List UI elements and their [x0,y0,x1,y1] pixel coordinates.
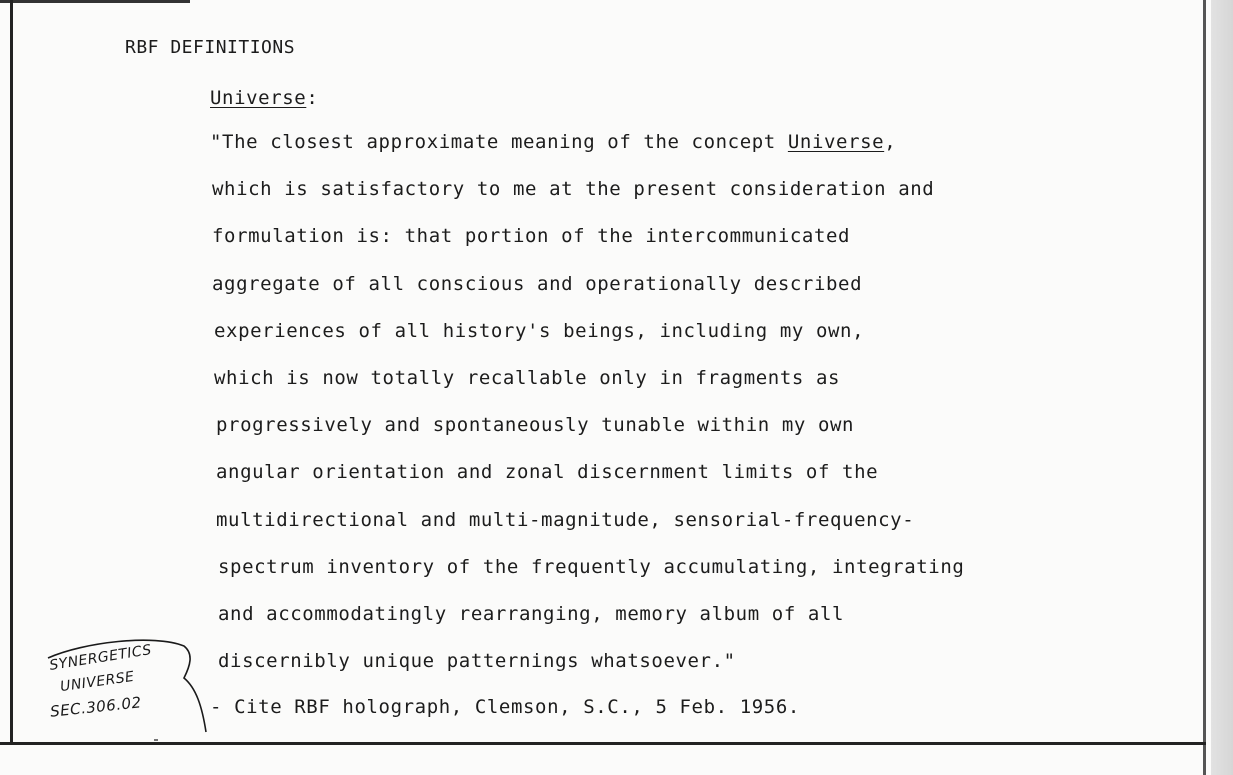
card-border-top [0,0,190,3]
quote-text: formulation is: that portion of the intercommunicated [212,225,851,248]
quote-text: "The closest approximate meaning of the concept [210,131,788,153]
quote-text: and accommodatingly rearranging, memory album of all [218,603,845,625]
term-label [210,87,318,109]
quote-line [212,225,850,247]
note-line-2: UNIVERSE [59,668,136,696]
quote-line [216,414,854,436]
citation: - Cite RBF holograph, Clemson, S.C., 5 Feb. 1956. [210,696,800,718]
quote-line [218,650,736,672]
quote-underlined-term: Universe [787,131,885,153]
quote-text: , [884,131,897,153]
page-edge [1211,0,1233,775]
quote-text: experiences of all history's beings, including my own, [214,319,865,342]
quote-text: multidirectional and multi-magnitude, sensorial-frequency- [216,508,915,531]
quote-line [212,178,934,200]
quote-line [216,461,878,483]
quote-text: progressively and spontaneously tunable within my own [216,414,855,437]
term-colon: : [306,87,319,109]
quote-text: angular orientation and zonal discernment limits of the [216,461,879,484]
quote-line [218,603,844,625]
quote-text: which is satisfactory to me at the present consideration and [212,178,935,201]
card-border-right [1203,0,1206,775]
quote-text: discernibly unique patternings whatsoever." [218,650,736,673]
quote-text: aggregate of all conscious and operationally described [212,272,863,295]
quote-line [218,556,964,578]
quote-line [214,320,864,342]
note-line-3: SEC.306.02 [49,693,143,721]
quote-line [216,509,914,531]
card-border-left [10,0,13,745]
term-word: Universe [210,87,307,109]
quote-line [210,131,896,153]
quote-text: which is now totally recallable only in fragments as [214,367,841,389]
quote-line [214,367,840,389]
document-heading: RBF DEFINITIONS [125,37,296,58]
quote-text: spectrum inventory of the frequently accumulating, integrating [218,555,965,578]
handwritten-margin-note [44,636,204,736]
quote-line [212,273,862,295]
note-line-1: SYNERGETICS [48,642,153,674]
